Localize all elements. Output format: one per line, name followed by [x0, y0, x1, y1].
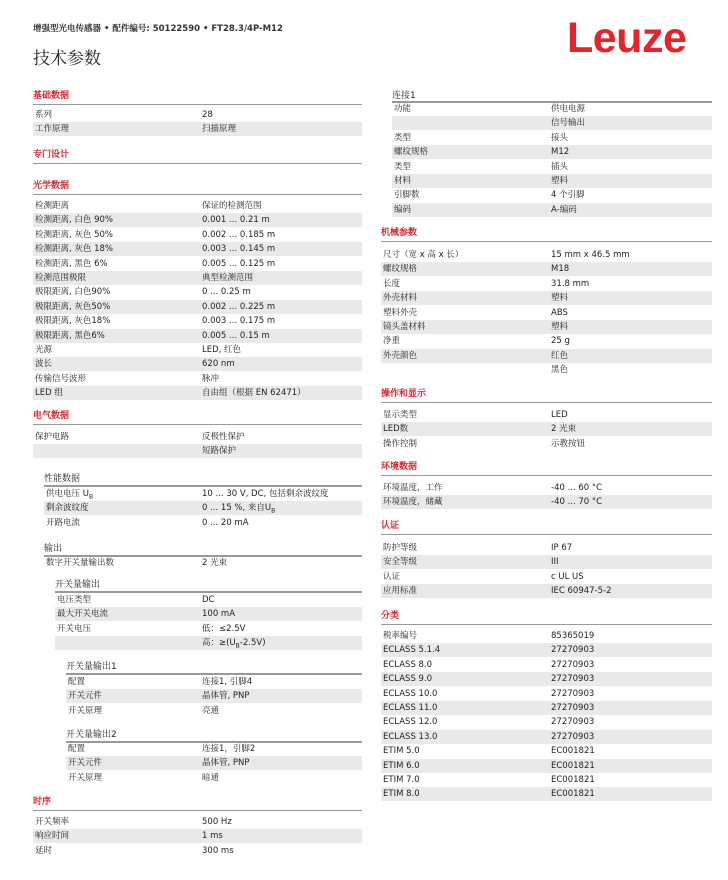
row-label: 光源: [35, 345, 53, 355]
table-row: [381, 262, 712, 276]
table-row: [33, 122, 362, 136]
row-value: 塑料: [551, 322, 569, 332]
row-label: 螺纹规格: [394, 147, 429, 158]
section-title: 专门设计: [33, 150, 362, 164]
table-row: [55, 636, 362, 650]
section-title: 分类: [381, 611, 712, 625]
subscript: B: [271, 508, 276, 516]
label-text: 剩余波纹度: [46, 503, 89, 514]
table-row: [33, 815, 362, 829]
row-label: 配置: [68, 677, 86, 687]
subsection-title: 开关量输出1: [66, 662, 117, 672]
row-value: 0.002 ... 0.185 m: [202, 229, 276, 240]
row-value: 25 g: [551, 336, 570, 347]
row-label: 保护电路: [35, 432, 70, 442]
row-value: 塑料: [551, 176, 569, 186]
row-value: 15 mm x 46.5 mm: [551, 250, 630, 260]
row-value: 0.005 ... 0.15 m: [202, 330, 270, 341]
row-value: LED: [551, 410, 568, 420]
table-row: [44, 487, 362, 501]
row-label: 长度: [383, 278, 401, 289]
row-label: 响应时间: [35, 831, 70, 842]
row-value: 红色: [551, 350, 569, 361]
section-title: 机械参数: [381, 228, 712, 242]
subscript: B: [88, 493, 94, 501]
table-row: [381, 759, 712, 773]
row-value: EC001821: [551, 775, 595, 785]
table-row: [381, 643, 712, 657]
table-row: [66, 771, 362, 785]
row-value: 0.002 ... 0.225 m: [202, 301, 276, 312]
table-row: [33, 300, 362, 314]
row-value: 信号输出: [551, 118, 586, 129]
row-label: 编码: [394, 204, 412, 215]
row-value: c UL US: [551, 571, 584, 582]
subsection-title: 输出: [44, 544, 63, 554]
row-value: 85365019: [551, 631, 595, 641]
row-value: M18: [551, 264, 570, 275]
row-value: M12: [551, 147, 570, 158]
table-row: [381, 715, 712, 729]
table-row: [33, 444, 362, 458]
row-value: 短路保护: [202, 446, 237, 457]
section-title: 操作和显示: [381, 389, 712, 403]
row-value: ABS: [551, 307, 568, 318]
row-value: 0.003 ... 0.175 m: [202, 316, 276, 327]
table-row: [381, 481, 712, 495]
table-row: [33, 314, 362, 328]
row-value: 1 ms: [202, 831, 223, 842]
row-label: ECLASS 8.0: [383, 659, 433, 670]
table-row: [66, 689, 362, 703]
table-row: [381, 422, 712, 436]
row-label: 安全等级: [383, 557, 418, 568]
row-label: ECLASS 11.0: [383, 703, 438, 713]
row-value: IP 67: [551, 543, 573, 553]
row-label: ECLASS 5.1.4: [383, 645, 441, 656]
row-value: 27270903: [551, 659, 595, 670]
table-row: [381, 787, 712, 801]
row-value: 连接1, 引脚4: [202, 677, 253, 687]
row-label: 外壳材料: [383, 293, 418, 304]
table-row: [66, 742, 362, 756]
row-label: 应用标准: [383, 586, 418, 597]
row-label: 极限距离, 白色90%: [35, 287, 111, 298]
table-row: [381, 629, 712, 643]
row-label: 极限距离, 灰色50%: [35, 301, 111, 312]
row-value: -40 ... 60 °C: [551, 483, 603, 493]
table-row: [381, 773, 712, 787]
subsection-title: 性能数据: [44, 474, 81, 484]
row-value: 27270903: [551, 645, 595, 656]
table-row: [381, 291, 712, 305]
table-row: [55, 593, 362, 607]
row-value: 暗通: [202, 772, 220, 783]
row-value: 反极性保护: [202, 432, 245, 442]
row-label: 材料: [394, 176, 412, 186]
table-row: [381, 701, 712, 715]
value-text: 100 mA: [202, 609, 236, 620]
row-value: [202, 636, 266, 654]
row-value: EC001821: [551, 789, 595, 800]
row-value: 接头: [551, 132, 569, 143]
row-label: 引脚数: [394, 190, 420, 201]
table-row: [381, 349, 712, 363]
row-value: 扫描原理: [202, 124, 237, 135]
table-row: [392, 131, 712, 145]
subsection-title: 连接1: [392, 91, 416, 101]
table-row: [33, 430, 362, 444]
table-row: [381, 248, 712, 262]
row-label: 显示类型: [383, 410, 418, 420]
row-value: 27270903: [551, 731, 595, 742]
row-label: 电压类型: [57, 595, 92, 605]
row-value: 塑料: [551, 293, 569, 304]
value-text: 高：≥(U: [202, 638, 236, 649]
label-text: 供电电压 U: [46, 489, 89, 499]
table-row: [66, 675, 362, 689]
row-label: 极限距离, 灰色18%: [35, 316, 111, 327]
subsection-title: 开关量输出: [55, 580, 101, 590]
row-label: 检测距离, 白色 90%: [35, 215, 113, 226]
row-label: LED 组: [35, 388, 63, 399]
row-label: 最大开关电流: [57, 609, 109, 620]
table-row: [33, 372, 362, 386]
row-label: 系列: [35, 110, 53, 120]
row-value: EC001821: [551, 760, 595, 771]
table-row: [66, 704, 362, 718]
table-row: [33, 257, 362, 271]
row-label: [46, 501, 89, 515]
table-row: [381, 570, 712, 584]
table-row: [33, 357, 362, 371]
row-value: EC001821: [551, 746, 595, 757]
row-label: 防护等级: [383, 543, 418, 553]
row-label: 极限距离, 黑色6%: [35, 330, 105, 341]
row-value: 晶体管, PNP: [202, 691, 250, 702]
table-row: [33, 199, 362, 213]
row-value: 27270903: [551, 688, 595, 699]
row-label: ETIM 5.0: [383, 746, 420, 757]
row-label: 检测距离, 灰色 18%: [35, 244, 113, 255]
table-row: [392, 188, 712, 202]
row-value: 0.003 ... 0.145 m: [202, 244, 276, 255]
table-row: [44, 556, 362, 570]
row-label: 外壳颜色: [383, 350, 418, 361]
section-title: 环境数据: [381, 462, 712, 476]
table-row: [33, 329, 362, 343]
row-value: 620 nm: [202, 359, 235, 370]
value-text: 0 ... 20 mA: [202, 517, 249, 528]
header-subtitle: 增强型光电传感器 • 配件编号: 50122590 • FT28.3/4P-M12: [33, 24, 283, 34]
row-value: 300 ms: [202, 845, 234, 856]
row-label: 税率编号: [383, 631, 418, 641]
row-value: 28: [202, 110, 213, 120]
row-label: 认证: [383, 571, 401, 582]
row-value: 27270903: [551, 703, 595, 713]
table-row: [381, 555, 712, 569]
table-row: [381, 277, 712, 291]
row-label: 净重: [383, 336, 401, 347]
row-value: 插头: [551, 161, 569, 172]
table-row: [33, 829, 362, 843]
table-row: [392, 203, 712, 217]
row-label: 螺纹规格: [383, 264, 418, 275]
table-row: [33, 242, 362, 256]
row-value: 0.005 ... 0.125 m: [202, 258, 276, 269]
table-row: [381, 408, 712, 422]
section-title: 光学数据: [33, 181, 362, 195]
row-label: LED数: [383, 424, 409, 435]
row-value: III: [551, 557, 559, 568]
row-value: 31.8 mm: [551, 278, 590, 289]
row-label: 工作原理: [35, 124, 70, 135]
section-title: 基础数据: [33, 91, 362, 105]
label-text: 开路电流: [46, 517, 81, 528]
table-row: [392, 102, 712, 116]
row-label: 检测距离, 灰色 50%: [35, 229, 113, 240]
table-row: [381, 658, 712, 672]
row-label: 环境温度，储藏: [383, 497, 443, 508]
row-label: ECLASS 12.0: [383, 717, 438, 728]
row-value: 连接1，引脚2: [202, 744, 256, 754]
section-title: 电气数据: [33, 411, 362, 425]
table-row: [33, 844, 362, 858]
row-label: 检测范围极限: [35, 273, 87, 283]
row-label: ETIM 8.0: [383, 789, 420, 800]
table-row: [55, 622, 362, 636]
row-label: 开关元件: [68, 691, 103, 702]
table-row: [381, 334, 712, 348]
row-value: 黑色: [551, 365, 569, 376]
row-value: 晶体管, PNP: [202, 758, 250, 769]
row-value: 500 Hz: [202, 817, 232, 827]
row-value: 27270903: [551, 717, 595, 728]
table-row: [381, 672, 712, 686]
row-value: 典型检测范围: [202, 273, 254, 283]
row-label: 数字开关量输出数: [46, 558, 115, 568]
row-label: 波长: [35, 359, 53, 370]
section-title: 时序: [33, 797, 362, 811]
row-value: A-编码: [551, 204, 577, 215]
subscript: B: [235, 642, 240, 650]
table-row: [33, 386, 362, 400]
row-label: ECLASS 9.0: [383, 674, 433, 685]
value-text: 10 ... 30 V, DC, 包括剩余波纹度: [202, 489, 329, 499]
row-value: 2 光束: [551, 424, 577, 435]
row-label: 开关元件: [68, 758, 103, 769]
table-row: [33, 213, 362, 227]
table-row: [33, 271, 362, 285]
table-row: [44, 516, 362, 530]
subsection-title: 开关量输出2: [66, 730, 117, 740]
table-row: [392, 174, 712, 188]
table-row: [33, 228, 362, 242]
row-label: 环境温度，工作: [383, 483, 443, 493]
page-title: 技术参数: [33, 49, 101, 69]
table-row: [381, 437, 712, 451]
row-label: 检测距离, 黑色 6%: [35, 258, 108, 269]
table-row: [381, 495, 712, 509]
table-row: [381, 363, 712, 377]
table-row: [392, 160, 712, 174]
row-value: 亮通: [202, 705, 220, 716]
row-label: 传输信号波形: [35, 373, 87, 384]
row-label: 开关频率: [35, 817, 70, 827]
table-row: [33, 285, 362, 299]
row-value: LED, 红色: [202, 345, 242, 355]
brand-logo: Leuze: [567, 14, 687, 62]
row-label: ETIM 6.0: [383, 760, 420, 771]
section-title: 认证: [381, 521, 712, 535]
row-value: 示教按钮: [551, 438, 586, 449]
value-text: 低：≤2.5V: [202, 623, 246, 634]
row-label: 延时: [35, 845, 53, 856]
table-row: [381, 584, 712, 598]
table-row: [381, 730, 712, 744]
row-value: [202, 516, 249, 530]
row-label: [46, 516, 80, 530]
row-label: 配置: [68, 744, 86, 754]
row-value: -40 ... 70 °C: [551, 497, 603, 508]
row-label: 类型: [394, 161, 412, 172]
value-suffix: -2.5V): [239, 638, 266, 649]
row-label: 检测距离: [35, 201, 70, 211]
row-label: 开关电压: [57, 623, 92, 634]
row-label: 塑料外壳: [383, 307, 418, 318]
row-value: 27270903: [551, 674, 595, 685]
row-label: 开关原理: [68, 772, 103, 783]
table-row: [55, 607, 362, 621]
table-row: [33, 343, 362, 357]
row-value: 2 光束: [202, 558, 228, 568]
table-row: [381, 744, 712, 758]
row-label: 功能: [394, 104, 412, 114]
table-row: [33, 108, 362, 122]
row-value: 0.001 ... 0.21 m: [202, 215, 270, 226]
row-value: IEC 60947-5-2: [551, 586, 612, 597]
value-text: 0 ... 15 %, 来自U: [202, 503, 272, 514]
table-row: [66, 756, 362, 770]
table-row: [44, 501, 362, 515]
row-label: 镜头盖材料: [383, 322, 426, 332]
row-value: 4 个引脚: [551, 190, 585, 201]
row-value: [202, 487, 328, 501]
table-row: [392, 145, 712, 159]
row-value: 脉冲: [202, 373, 220, 384]
table-row: [381, 306, 712, 320]
row-label: ECLASS 13.0: [383, 731, 438, 742]
row-value: 自由组（根据 EN 62471）: [202, 388, 306, 399]
row-value: [202, 622, 245, 636]
row-value: [202, 593, 214, 607]
table-row: [381, 687, 712, 701]
table-row: [381, 320, 712, 334]
row-label: 尺寸（宽 x 高 x 长）: [383, 250, 464, 260]
row-label: ECLASS 10.0: [383, 688, 438, 699]
table-row: [392, 116, 712, 130]
row-value: 保证的检测范围: [202, 201, 262, 211]
table-row: [381, 541, 712, 555]
row-label: ETIM 7.0: [383, 775, 420, 785]
row-label: 操作控制: [383, 438, 418, 449]
row-value: 供电电源: [551, 104, 586, 114]
row-label: 类型: [394, 132, 412, 143]
value-text: DC: [202, 595, 215, 605]
row-value: 0 ... 0.25 m: [202, 287, 251, 298]
row-label: 开关原理: [68, 705, 103, 716]
row-value: [202, 607, 235, 621]
